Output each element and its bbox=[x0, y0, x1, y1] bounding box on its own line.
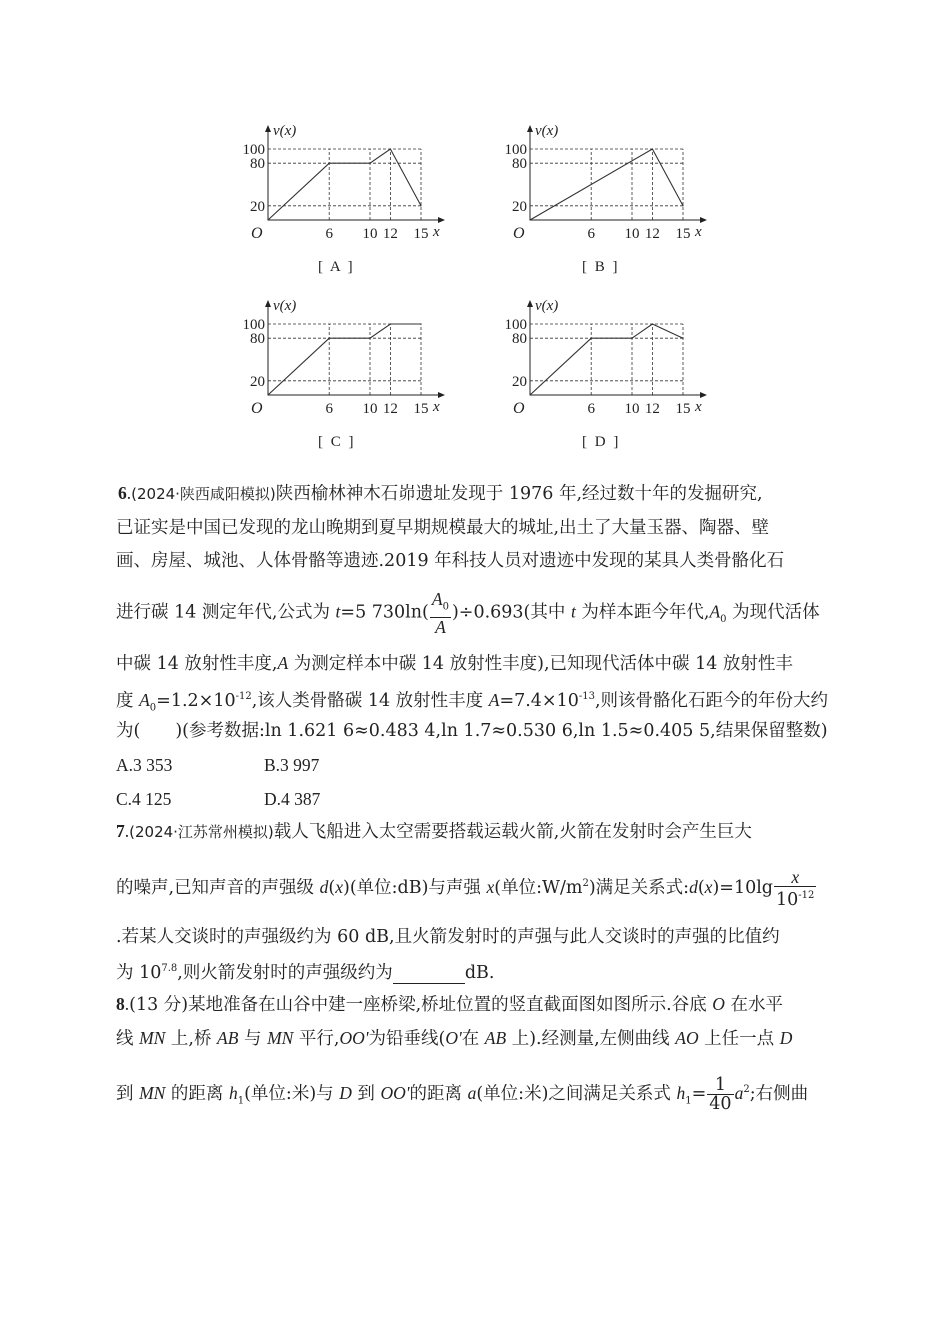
x-axis-arrow bbox=[700, 392, 707, 398]
data-point-3 bbox=[390, 323, 391, 324]
y-tick-label-100: 100 bbox=[242, 317, 265, 333]
x-tick-label-10: 10 bbox=[362, 401, 378, 417]
y-axis-label: v(x) bbox=[273, 298, 297, 314]
q7-source: (2024·江苏常州模拟) bbox=[129, 823, 274, 841]
data-point-3 bbox=[390, 148, 391, 149]
y-tick-label-80: 80 bbox=[512, 156, 527, 173]
x-tick-label-6: 6 bbox=[325, 226, 333, 242]
q8-line-3: 到 MN 的距离 $h_1$(单位:米)与 D 到 OO'的距离 a(单位:米)之间满足关系式 $h_1=$ $\frac{1}{40}$ $a^2$;右侧曲 bbox=[116, 1075, 809, 1114]
chart-caption-b: [ B ] bbox=[582, 259, 620, 275]
y-tick-label-20: 20 bbox=[512, 373, 527, 390]
x-tick-label-6: 6 bbox=[587, 226, 595, 242]
x-tick-label-15: 15 bbox=[413, 226, 429, 242]
x-tick-label-12: 12 bbox=[382, 226, 398, 242]
q6-line-7: 为( )(参考数据:ln 1.621 6≈0.483 4,ln 1.7≈0.530 6,ln 1.5≈0.405 5,结果保留整数) bbox=[116, 721, 828, 741]
chart-a-svg bbox=[240, 120, 460, 250]
y-axis-arrow bbox=[527, 125, 533, 132]
chart-caption-a: [ A ] bbox=[318, 259, 355, 275]
x-tick-label-15: 15 bbox=[675, 401, 691, 417]
y-tick-label-20: 20 bbox=[512, 198, 527, 215]
q7-answer-blank[interactable] bbox=[393, 967, 465, 984]
q6-option-b[interactable]: B.3 997 bbox=[264, 755, 320, 775]
data-point-1 bbox=[652, 148, 653, 149]
origin-label: O bbox=[513, 400, 525, 417]
y-tick-label-80: 80 bbox=[250, 156, 265, 173]
q6-option-a[interactable]: A.3 353 bbox=[116, 755, 173, 775]
data-point-4 bbox=[420, 205, 421, 206]
y-tick-label-80: 80 bbox=[250, 331, 265, 348]
q6-fraction: $\frac{A_0}{A}$ bbox=[431, 589, 449, 637]
x-tick-label-12: 12 bbox=[644, 226, 660, 242]
series-line bbox=[268, 324, 421, 395]
chart-d-svg bbox=[502, 295, 722, 425]
x-tick-label-10: 10 bbox=[362, 226, 378, 242]
series-line bbox=[268, 149, 421, 220]
x-tick-label-15: 15 bbox=[675, 226, 691, 242]
y-tick-label-100: 100 bbox=[504, 142, 527, 158]
q7-number: 7 bbox=[116, 821, 125, 841]
data-point-1 bbox=[591, 338, 592, 339]
data-point-2 bbox=[369, 163, 370, 164]
x-axis-arrow bbox=[438, 392, 445, 398]
data-point-0 bbox=[267, 219, 268, 220]
q6-source: (2024·陕西咸阳模拟) bbox=[131, 485, 276, 503]
chart-a bbox=[240, 120, 460, 254]
series-line bbox=[530, 324, 683, 395]
q6-number: 6 bbox=[118, 483, 127, 503]
y-axis-label: v(x) bbox=[535, 298, 559, 314]
y-axis-label: v(x) bbox=[273, 123, 297, 139]
q8-fraction: $\frac{1}{40}$ bbox=[709, 1075, 732, 1114]
q6-line-4: 进行碳 14 测定年代,公式为 t=5 730ln( $\frac{A_0}{A}$ )÷0.693(其中 t 为样本距今年代$,A_0$ 为现代活体 bbox=[116, 589, 820, 637]
chart-b-svg bbox=[502, 120, 722, 250]
q8-number: 8 bbox=[116, 994, 125, 1014]
x-tick-label-12: 12 bbox=[382, 401, 398, 417]
data-point-0 bbox=[529, 394, 530, 395]
y-tick-label-80: 80 bbox=[512, 331, 527, 348]
q7-line-1: 7.(2024·江苏常州模拟)载人飞船进入太空需要搭载运载火箭,火箭在发射时会产生巨大 bbox=[116, 821, 752, 842]
chart-d bbox=[502, 295, 722, 429]
x-axis-arrow bbox=[438, 217, 445, 223]
x-axis-label: x bbox=[695, 224, 702, 240]
chart-caption-c: [ C ] bbox=[318, 434, 356, 450]
y-axis-arrow bbox=[265, 125, 271, 132]
data-point-1 bbox=[329, 163, 330, 164]
q7-fraction: $\frac{x}{10^{-12}}$ bbox=[776, 867, 815, 910]
data-point-4 bbox=[420, 323, 421, 324]
data-point-0 bbox=[267, 394, 268, 395]
q6-line-5: 中碳 14 放射性丰度,A 为测定样本中碳 14 放射性丰度),已知现代活体中碳 14 放射性丰 bbox=[116, 653, 793, 674]
origin-label: O bbox=[251, 225, 263, 242]
origin-label: O bbox=[251, 400, 263, 417]
origin-label: O bbox=[513, 225, 525, 242]
x-axis-arrow bbox=[700, 217, 707, 223]
x-tick-label-6: 6 bbox=[587, 401, 595, 417]
data-point-1 bbox=[329, 338, 330, 339]
data-point-2 bbox=[682, 205, 683, 206]
chart-caption-d: [ D ] bbox=[582, 434, 621, 450]
data-point-0 bbox=[529, 219, 530, 220]
data-point-3 bbox=[652, 323, 653, 324]
x-axis-label: x bbox=[433, 399, 440, 415]
q6-text-1: 陕西榆林神木石峁遗址发现于 1976 年,经过数十年的发掘研究, bbox=[275, 484, 763, 504]
y-axis-label: v(x) bbox=[535, 123, 559, 139]
x-tick-label-15: 15 bbox=[413, 401, 429, 417]
y-axis-arrow bbox=[527, 300, 533, 307]
chart-c-svg bbox=[240, 295, 460, 425]
q8-line-2: 线 MN 上,桥 AB 与 MN 平行,OO'为铅垂线(O'在 AB 上).经测量,左侧曲线 AO 上任一点 D bbox=[116, 1028, 793, 1049]
x-axis-label: x bbox=[695, 399, 702, 415]
q6-line-3: 画、房屋、城池、人体骨骼等遗迹.2019 年科技人员对遗迹中发现的某具人类骨骼化石 bbox=[116, 551, 785, 571]
y-tick-label-100: 100 bbox=[242, 142, 265, 158]
data-point-2 bbox=[369, 338, 370, 339]
y-axis-arrow bbox=[265, 300, 271, 307]
y-tick-label-20: 20 bbox=[250, 373, 265, 390]
x-tick-label-6: 6 bbox=[325, 401, 333, 417]
data-point-2 bbox=[631, 338, 632, 339]
q7-line-2: 的噪声,已知声音的声强级 d(x)(单位:dB)与声强 x(单位$:W/m^2$)满足关系式:d(x)=10lg $\frac{x}{10^{-12}}$ bbox=[116, 867, 815, 910]
q6-line-2: 已证实是中国已发现的龙山晚期到夏早期规模最大的城址,出土了大量玉器、陶器、壁 bbox=[116, 518, 770, 538]
q8-line-1: 8.(13 分)某地准备在山谷中建一座桥梁,桥址位置的竖直截面图如图所示.谷底 O 在水平 bbox=[116, 994, 784, 1015]
q6-option-d[interactable]: D.4 387 bbox=[264, 789, 321, 809]
x-axis-label: x bbox=[433, 224, 440, 240]
series-line bbox=[530, 149, 683, 220]
x-tick-label-10: 10 bbox=[624, 226, 640, 242]
q6-line-6: 度 $A_0=1.2\times 10^{-12}$,该人类骨骼碳 14 放射性丰度 $A=7.4\times 10^{-13}$,则该骨骼化石距今的年份大约 bbox=[116, 689, 829, 714]
x-tick-label-12: 12 bbox=[644, 401, 660, 417]
q6-line-1: 6.(2024·陕西咸阳模拟)陕西榆林神木石峁遗址发现于 1976 年,经过数十年的发掘研究, bbox=[118, 483, 763, 504]
q6-option-c[interactable]: C.4 125 bbox=[116, 789, 172, 809]
data-point-4 bbox=[682, 338, 683, 339]
chart-c bbox=[240, 295, 460, 429]
chart-b bbox=[502, 120, 722, 254]
q7-line-3: .若某人交谈时的声强级约为 60 dB,且火箭发射时的声强与此人交谈时的声强的比值约 bbox=[116, 927, 780, 947]
q7-line-4: 为 $10^{7.8}$,则火箭发射时的声强级约为 dB. bbox=[116, 962, 495, 983]
y-tick-label-20: 20 bbox=[250, 198, 265, 215]
x-tick-label-10: 10 bbox=[624, 401, 640, 417]
y-tick-label-100: 100 bbox=[504, 317, 527, 333]
